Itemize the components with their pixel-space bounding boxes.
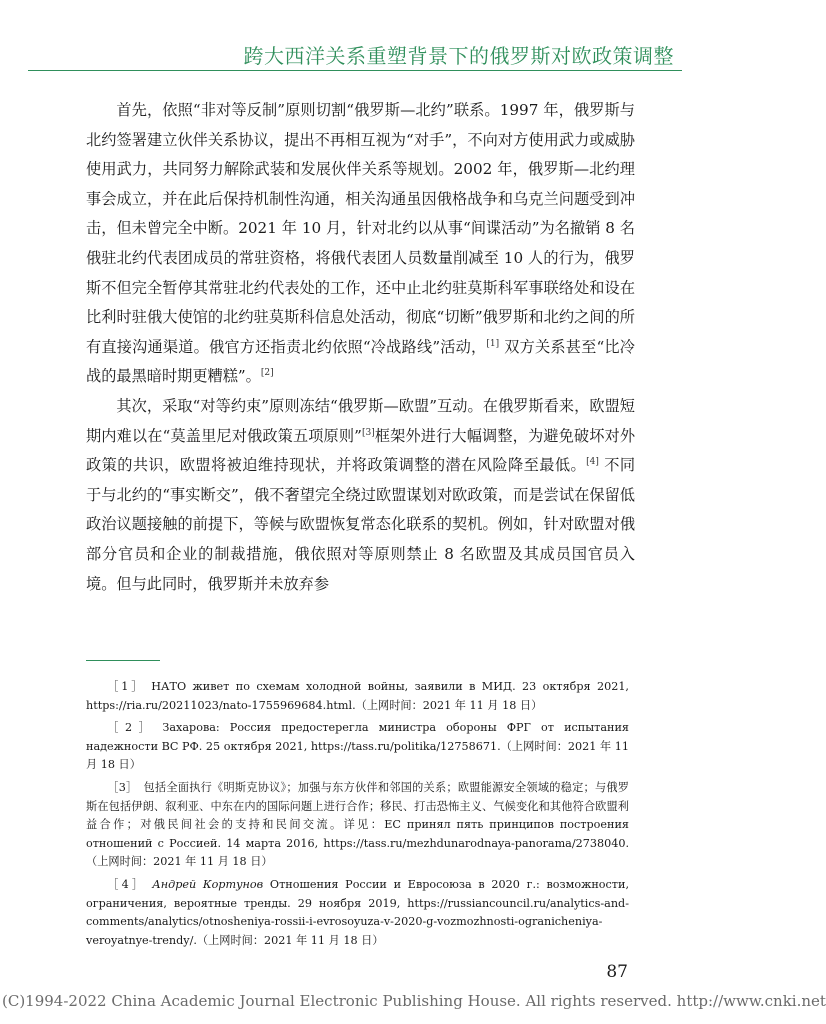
footnote-4 [86,876,629,950]
footnote-divider [86,660,160,661]
body-text [86,96,635,599]
footnote-author: Андрей Кортунов [152,877,264,891]
footnote-number: ［1］ [107,680,146,693]
copyright-notice: (C)1994-2022 China Academic Journal Electronic Publishing House. All rights reserved. http://www.cnki.net [2,992,826,1010]
footnote-number: ［3］ [107,780,138,794]
paragraph-2-text-a: 其次，采取“对等约束”原则冻结“俄罗斯—欧盟”互动。在俄罗斯看来，欧盟短期内难以在“莫盖里尼对俄政策五项原则” [86,396,635,445]
footnote-text: 包括全面执行《明斯克协议》；加强与东方伙伴和邻国的关系；欧盟能源安全领域的稳定；与俄罗斯在包括伊朗、叙利亚、中东在内的国际问题上进行合作；移民、打击恐怖主义、气候变化和其他符合欧盟利益合作；对俄民间社会的支持和民间交流。详见：ЕС принял пять принципов построения отношений с Россией. 14 марта 2016, https://tass.ru/mezhdunarodnaya-panorama/2738040.（上网时间：2021 年 11 月 18 日） [86,780,629,869]
footnote-2 [86,719,629,775]
page-number: 87 [606,962,628,982]
paragraph-2-text-c: 不同于与北约的“事实断交”，俄不奢望完全绕过欧盟谋划对欧政策，而是尝试在保留低政治议题接触的前提下，等候与欧盟恢复常态化联系的契机。例如，针对欧盟对俄部分官员和企业的制裁措施，俄依照对等原则禁止 8 名欧盟及其成员国官员入境。但与此同时，俄罗斯并未放弃参 [86,456,636,593]
footnote-text: НАТО живет по схемам холодной войны, заявили в МИД. 23 октября 2021, https://ria.ru/20211023/nato-1755969684.html.（上网时间：2021 年 11 月 18 日） [86,680,629,712]
footnotes [86,678,629,954]
paragraph-1 [86,96,635,392]
footnote-3 [86,779,629,872]
footnote-ref-2[interactable]: [2] [260,368,274,379]
footnote-number: ［2］ [107,721,157,735]
paragraph-2-text-b: 框架外进行大幅调整，为避免破坏对外政策的共识，欧盟将被迫维持现状，并将政策调整的潜在风险降至最低。 [86,426,636,475]
footnote-text: Захарова: Россия предостерегла министра обороны ФРГ от испытания надежности ВС РФ. 25 октября 2021, https://tass.ru/politika/12758671.（上网时间：2021 年 11 月 18 日） [86,721,629,772]
header-rule [28,70,682,71]
footnote-text: Отношения России и Евросоюза в 2020 г.: возможности, ограничения, вероятные тренды. 29 ноября 2019, https://russiancouncil.ru/analytics-and-comments/analytics/otnosheniya-rossii-i-evrosoyuza-v-2020-g-vozmozhnosti-ogranicheniya-veroyatnye-trendy/.（上网时间：2021 年 11 月 18 日） [86,877,630,947]
running-header-title: 跨大西洋关系重塑背景下的俄罗斯对欧政策调整 [243,44,674,68]
footnote-ref-1[interactable]: [1] [486,338,500,349]
footnote-1 [86,678,629,715]
footnote-number: ［4］ [107,877,147,891]
paragraph-1-text-a: 首先，依照“非对等反制”原则切割“俄罗斯—北约”联系。1997 年，俄罗斯与北约签署建立伙伴关系协议，提出不再相互视为“对手”，不向对方使用武力或威胁使用武力，共同努力解除武装和发展伙伴关系等规划。2002 年，俄罗斯—北约理事会成立，并在此后保持机制性沟通，相关沟通虽因俄格战争和乌克兰问题受到冲击，但未曾完全中断。2021 年 10 月，针对北约以从事“间谍活动”为名撤销 8 名俄驻北约代表团成员的常驻资格，将俄代表团人员数量削减至 10 人的行为，俄罗斯不但完全暂停其常驻北约代表处的工作，还中止北约驻莫斯科军事联络处和设在比利时驻俄大使馆的北约驻莫斯科信息处活动，彻底“切断”俄罗斯和北约之间的所有直接沟通渠道。俄官方还指责北约依照“冷战路线”活动， [86,101,635,356]
paragraph-2 [86,392,635,599]
paragraph-1-text-b: 双方关系甚至“比冷战的最黑暗时期更糟糕”。 [86,337,635,386]
footnote-ref-4[interactable]: [4] [586,457,599,468]
footnote-ref-3[interactable]: [3] [361,427,375,438]
